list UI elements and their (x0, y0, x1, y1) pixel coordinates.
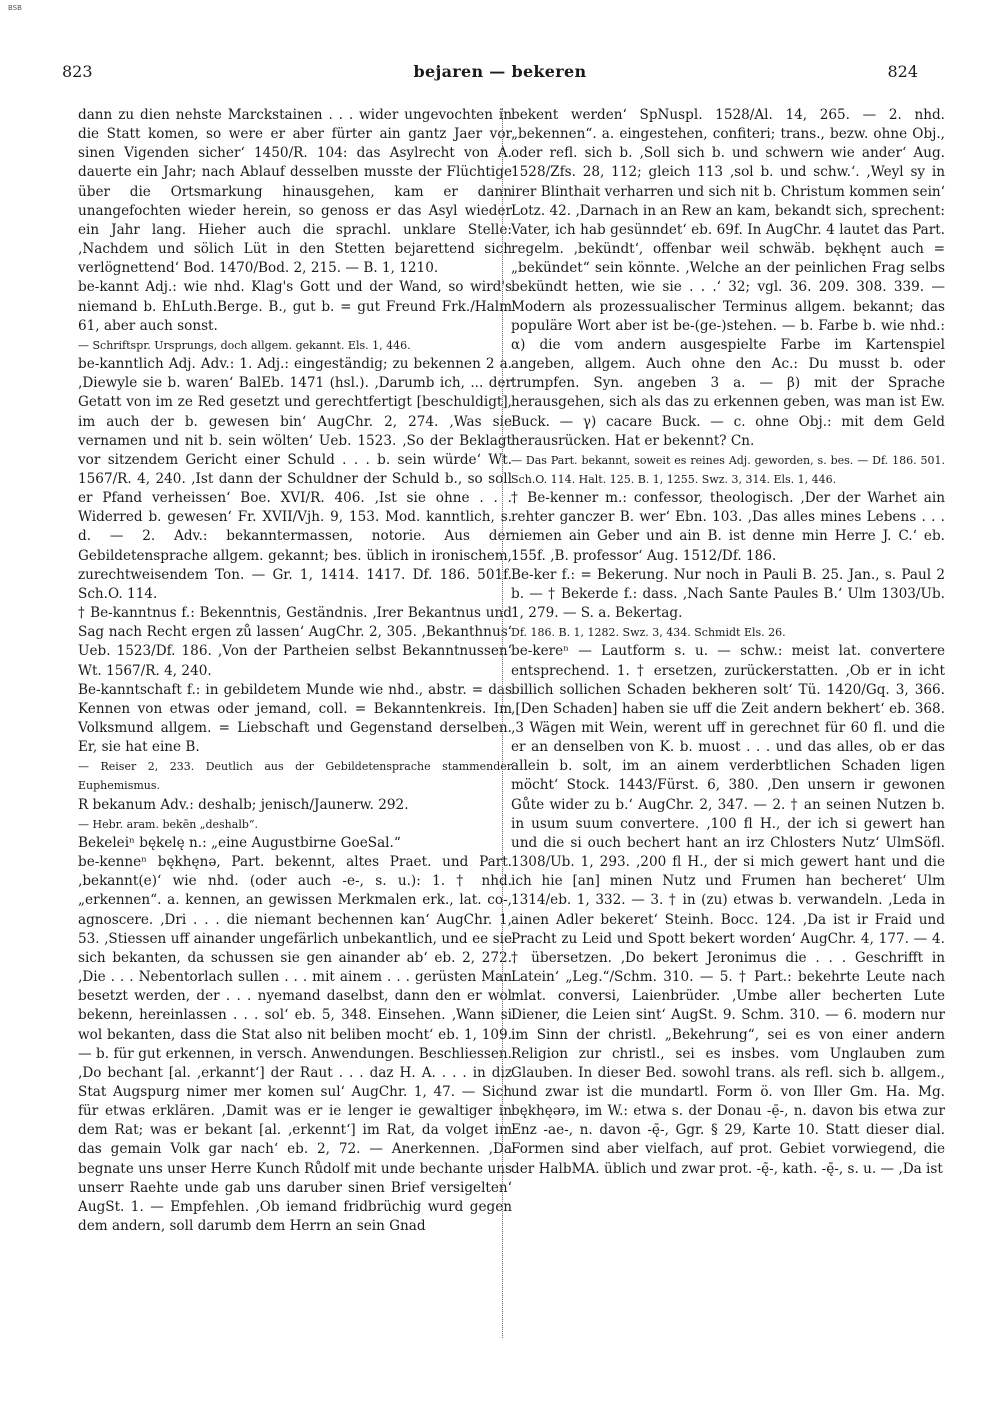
left-column (78, 106, 512, 1236)
entry-bekeren: be-kereⁿ — Lautform s. u. — schw.: meist lat. convertere entsprechend. 1. † ersetzen, zurückerstatten. ‚Ob er in icht billich sollichen Schaden bekheren solt‘ Tü. 1420/Gq. 3, 366. ‚[Den Schaden] haben sie uff die Zeit andern bekhert‘ eb. 368. ‚3 Wägen mit Wein, werent uff in gerechnet für 60 fl. und die er an denselben von K. b. muost . . . und das alles, ob er das allein b. solt, im an ainem verderbtlichen Schaden ligen möcht‘ Stock. 1443/Fürst. 6, 380. ‚Den unsern ir gewonen Gůte wider zu b.‘ AugChr. 2, 347. — 2. † an seinen Nutzen b. in usum suum convertere. ‚100 fl H., der ich si gewert han und die si ouch bechert hant an irz Chlosters Nutz‘ UlmSöfl. 1308/Ub. 1, 293. ‚200 fl H., der si mich gewert hant und die ich hie [an] minen Nutz und Frumen han becheret‘ Ulm 1314/eb. 1, 332. — 3. † in (zu) etwas b. verwandeln. ‚Leda in ainen Adler bekeret‘ Steinh. Bocc. 124. ‚Da ist ir Fraid und Pracht zu Leid und Spott bekert worden‘ AugChr. 4, 177. — 4. † übersetzen. ‚Do bekert Jeronimus die . . . Geschrifft in Latein‘ „Leg.“/Schm. 310. — 5. † Part.: bekehrte Leute nach mlat. conversi, Laienbrüder. ‚Umbe aller becherten Lute Diener, die Leien sint‘ AugSt. 9. Schm. 310. — 6. modern nur im Sinn der christl. „Bekehrung“, sei es von einer andern Religion zur christl., sei es insbes. vom Unglauben zum Glauben. In dieser Bed. sowohl trans. als refl. sich b. allgem., und zwar ist die mundartl. Form ö. von Iller Gm. Ha. Mg. bękhęərə, im W.: etwa s. der Donau -ẹ̄-, n. davon bis etwa zur Enz -ae-, n. davon -ę̄-, Ggr. § 29, Karte 10. Statt dieser dial. Formen sind aber vielfach, auf prot. Gebiet vorwiegend, die der HalbMA. üblich und zwar prot. -ę̄-, kath. -ę̄-, s. u. — ‚Da ist (511, 643, 945, 1177)
entry-bekanum-note: — Hebr. aram. bekēn „deshalb“. (78, 817, 259, 831)
entry-bekennen-continuation: bekent werden‘ SpNuspl. 1528/Al. 14, 265. — 2. nhd. „bekennen“. a. eingestehen, confiteri; trans., bezw. ohne Obj., oder refl. sich b. ‚Soll sich b. und schwern wie ander‘ Aug. 1528/Zfs. 28, 112; gleich 113 ‚sol b. und schw.‘. ‚Weyl sy in irer Blinthait verharren und sich nit b. Christum kommen sein‘ Lotz. 42. ‚Darnach in an Rew an kam, bekandt sich, sprechent: Vater, ich hab gesünndet‘ eb. 69f. In AugChr. 4 lautet das Part. regelm. ‚bekündt‘, offenbar weil schwäb. bękhęnt auch = „bekündet“ sein könnte. ‚Welche an der peinlichen Frag selbs bekündt hetten, wie sie . . .‘ 32; vgl. 36. 209. 308. 339. — Modern als prozessualischer Terminus allgem. bekannt; das populäre Wort aber ist be-(ge-)stehen. — b. Farbe b. wie nhd.: α) die vom andern ausgespielte Farbe im Kartenspiel angeben, allgem. Auch ohne den Ac.: Du musst b. oder trumpfen. Syn. angeben 3 a. — β) mit der Sprache herausgehen, sich als das zu erkennen geben, was man ist Ew. Buck. — γ) cacare Buck. — c. ohne Obj.: mit dem Geld herausrücken. Hat er bekennt? Cn. (511, 107, 945, 449)
entry-bekanntlich: be-kanntlich Adj. Adv.: 1. Adj.: eingeständig; zu bekennen 2 a. ‚Diewyle sie b. waren‘ BalEb. 1471 (hsl.). ‚Darumb ich, ... der Getatt von im ze Red gesetzt und gerechtfertigt [beschuldigt], im auch der b. gewesen bin‘ AugChr. 2, 274. ‚Was sie vernamen und nit b. sein wölten‘ Ueb. 1523. ‚So der Beklagt vor sitzendem Gericht einer Schuld . . . b. sein würde‘ Wt. 1567/R. 4, 240. ‚Ist dann der Schuldner der Schuld b., so soll er Pfand verheissen‘ Boe. XVI/R. 406. ‚Ist sie ohne . . . Widerred b. gewesen‘ Fr. XVII/Vjh. 9, 153. Mod. kanntlich, s. d. — 2. Adv.: bekanntermassen, notorie. Aus der Gebildetensprache allgem. gekannt; bes. üblich in ironischem, zurechtweisendem Ton. — Gr. 1, 1414. 1417. Df. 186. 501f. Sch.O. 114. (78, 356, 512, 602)
entry-bekannt: be-kannt Adj.: wie nhd. Klag's Gott und der Wand, so wird's niemand b. EhLuth.Berge. B., gut b. = gut Freund Frk./Halm 61, aber auch sonst. (78, 279, 512, 334)
entry-bekelein: Bekeleiⁿ bękelę n.: „eine Augustbirne GoeSal.“ (78, 834, 401, 851)
entry-bekannt-note: — Schriftspr. Ursprungs, doch allgem. gekannt. Els. 1, 446. (78, 338, 411, 352)
page-number-right: 824 (887, 62, 918, 81)
entry-bekenner: † Be-kenner m.: confessor, theologisch. ‚Der der Warhet ain rehter ganczer B. wer‘ Ebn. 103. ‚Das alles mines Lebens . . . niemen ain Geber und ain B. ist denne min Herre J. C.‘ eb. 155f. ‚B. professor‘ Aug. 1512/Df. 186. (511, 490, 945, 564)
entry-bekanntschaft: Be-kanntschaft f.: in gebildetem Munde wie nhd., abstr. = das Kennen von etwas oder jemand, coll. = Bekanntenkreis. Im Volksmund allgem. = Liebschaft und Gegenstand derselben. Er, sie hat eine B. (78, 681, 512, 756)
running-title: bejaren — bekeren (413, 62, 587, 81)
page-number-left: 823 (62, 62, 93, 81)
entry-bekanntschaft-note: — Reiser 2, 233. Deutlich aus der Gebildetensprache stammender Euphemismus. (78, 760, 512, 793)
entry-beker: Be-ker f.: = Bekerung. Nur noch in Pauli B. 25. Jan., s. Paul 2 b. — † Bekerde f.: dass. ‚Nach Sante Paules B.‘ Ulm 1303/Ub. 1, 279. — S. a. Bekertag. (511, 566, 945, 622)
entry-bejaren-continuation: dann zu dien nehste Marckstainen . . . wider ungevochten in die Statt komen, so were er aber fürter ain gantz Jaer vor sinen Vigenden sicher‘ 1450/R. 104: das Asylrecht von A. dauerte ein Jahr; nach Ablauf desselben musste der Flüchtige über die Ortsmarkung hinausgehen, kam er dann unangefochten wieder herein, so genoss er das Asyl wieder ein Jahr lang. Hieher auch die sprachl. unklare Stelle: ‚Nachdem und sölich Lüt in den Stetten bejarettend sich verlögnettend‘ Bod. 1470/Bod. 2, 215. — B. 1, 1210. (78, 107, 512, 277)
page-header (0, 62, 1000, 86)
entry-bekennen: be-kenneⁿ bękhęnə, Part. bekennt, altes Praet. und Part. ‚bekannt(e)‘ wie nhd. (oder auch -e-, s. u.): 1. † nhd. „erkennen“. a. kennen, an gewissen Merkmalen erk., lat. co-, agnoscere. ‚Dri . . . die niemant bechennen kan‘ AugChr. 1, 53. ‚Stiessen uff ainander ungefärlich unbekantlich, und ee sie sich bekanten, da schussen sie gen ainander ab‘ eb. 2, 272. ‚Die . . . Nebentorlach sullen . . . mit ainem . . . gerüsten Man besetzt werden, der . . . nyemand daselbst, dann den er wol bekenn, hereinlassen . . . sol‘ eb. 5, 348. Einsehen. ‚Wann si wol bekanten, dass die Stat also nit beliben mocht‘ eb. 1, 109. — b. für gut erkennen, in versch. Anwendungen. Beschliessen. ‚Do bechant [al. ‚erkannt‘] der Raut . . . daz H. A. . . . in diz Stat Augspurg nimer mer komen sul‘ AugChr. 1, 47. — Sich für etwas erklären. ‚Damit was er ie lenger ie gewaltiger in dem Rat; was er bekant [al. ‚erkennt‘] im Rat, da volget im das gemain Volk gar nach‘ eb. 2, 72. — Anerkennen. ‚Da begnate uns unser Herre Kunch Růdolf mit unde bechante uns unserr Raehte unde gab uns daruber sinen Brief versigelten‘ AugSt. 1. — Empfehlen. ‚Ob iemand fridbrüchig wurd gegen dem andern, soll darumb dem Herrn an sein Gnad (78, 854, 512, 1235)
entry-bekennen-note: — Das Part. bekannt, soweit es reines Adj. geworden, s. bes. — Df. 186. 501. Sch.O. 114. Halt. 125. B. 1, 1255. Swz. 3, 314. Els. 1, 446. (511, 453, 945, 486)
entry-bekanum: R bekanum Adv.: deshalb; jenisch/Jaunerw. 292. (78, 796, 409, 813)
entry-bekanntnus: † Be-kanntnus f.: Bekenntnis, Geständnis. ‚Irer Bekantnus und Sag nach Recht ergen zů lassen‘ AugChr. 2, 305. ‚Bekanthnus‘ Ueb. 1523/Df. 186. ‚Von der Partheien selbst Bekanntnussen‘ Wt. 1567/R. 4, 240. (78, 605, 512, 679)
right-column (511, 106, 945, 1179)
entry-beker-note: Df. 186. B. 1, 1282. Swz. 3, 434. Schmidt Els. 26. (511, 626, 786, 640)
library-stamp: BSB (8, 4, 22, 12)
column-divider (502, 108, 503, 1338)
